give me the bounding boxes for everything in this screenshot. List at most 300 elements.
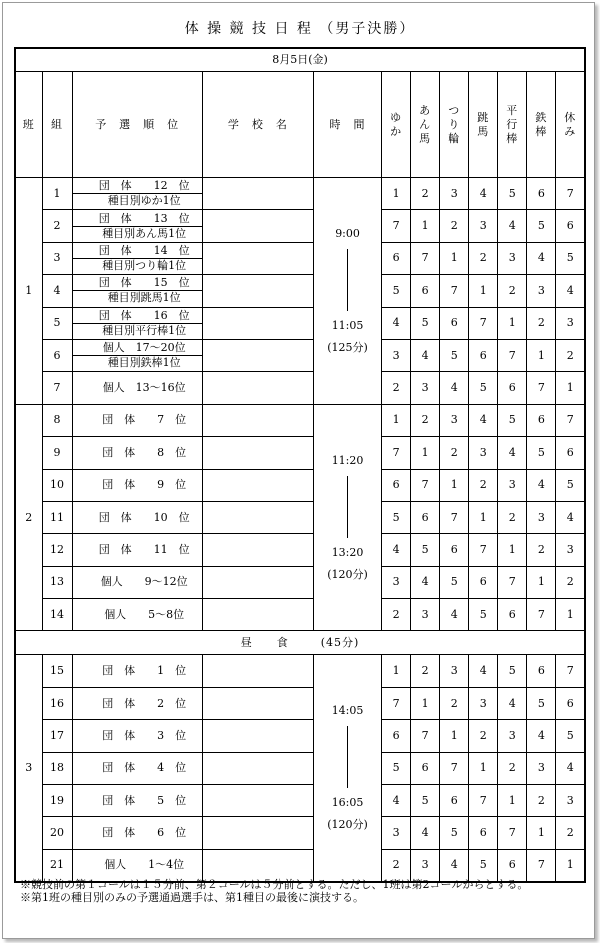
rotation-cell: 3 xyxy=(556,534,585,566)
rotation-cell: 1 xyxy=(556,599,585,631)
rotation-cell: 4 xyxy=(469,655,498,687)
header-event-char: 平 xyxy=(506,103,519,117)
kumi-cell: 1 xyxy=(42,178,72,210)
rotation-cell: 3 xyxy=(527,752,556,784)
yosen-line: 種目別跳馬1位 xyxy=(107,291,181,305)
yosen-line: 種目別鉄棒1位 xyxy=(107,356,181,370)
yosen-line: 団 体 7 位 xyxy=(102,413,187,427)
rotation-cell: 7 xyxy=(556,655,585,687)
rotation-cell: 4 xyxy=(498,437,527,469)
rotation-cell: 5 xyxy=(498,178,527,210)
yosen-cell xyxy=(72,534,202,566)
kumi-cell: 20 xyxy=(42,817,72,849)
school-cell xyxy=(202,469,313,501)
rotation-cell: 3 xyxy=(382,339,411,371)
rotation-cell: 3 xyxy=(469,210,498,242)
yosen-cell xyxy=(72,437,202,469)
header-school: 学 校 名 xyxy=(202,72,313,178)
yosen-line: 個人 17～20位 xyxy=(73,341,202,356)
rotation-cell: 1 xyxy=(469,501,498,533)
table-row xyxy=(15,501,585,533)
rotation-cell: 2 xyxy=(498,275,527,307)
yosen-line: 団 体 12 位 xyxy=(73,179,202,194)
table-row xyxy=(15,720,585,752)
school-cell xyxy=(202,655,313,687)
rotation-cell: 3 xyxy=(382,817,411,849)
header-event-char: つ xyxy=(448,103,461,117)
rotation-cell: 3 xyxy=(382,566,411,598)
rotation-cell: 5 xyxy=(382,752,411,784)
rotation-cell: 5 xyxy=(440,817,469,849)
yosen-line: 団 体 1 位 xyxy=(102,664,187,678)
yosen-line: 団 体 11 位 xyxy=(98,542,190,556)
rotation-cell: 1 xyxy=(527,339,556,371)
school-cell xyxy=(202,849,313,881)
kumi-cell: 14 xyxy=(42,599,72,631)
kumi-cell: 13 xyxy=(42,566,72,598)
header-event-char: 鉄 xyxy=(535,110,548,124)
rotation-cell: 5 xyxy=(556,242,585,274)
header-event-char: 馬 xyxy=(477,124,490,138)
rotation-cell: 7 xyxy=(498,817,527,849)
rotation-cell: 4 xyxy=(527,242,556,274)
yosen-cell xyxy=(72,566,202,598)
kumi-cell: 19 xyxy=(42,785,72,817)
yosen-line: 団 体 14 位 xyxy=(73,244,202,259)
table-row xyxy=(15,404,585,436)
rotation-cell: 1 xyxy=(556,849,585,881)
kumi-cell: 12 xyxy=(42,534,72,566)
rotation-cell: 5 xyxy=(382,275,411,307)
rotation-cell: 3 xyxy=(498,469,527,501)
table-row xyxy=(15,785,585,817)
rotation-cell: 4 xyxy=(411,566,440,598)
yosen-line: 団 体 16 位 xyxy=(73,309,202,324)
rotation-cell: 7 xyxy=(527,849,556,881)
table-row xyxy=(15,242,585,274)
rotation-cell: 4 xyxy=(440,372,469,404)
rotation-cell: 6 xyxy=(411,275,440,307)
kumi-cell: 5 xyxy=(42,307,72,339)
yosen-line: 団 体 9 位 xyxy=(102,478,187,492)
rotation-cell: 5 xyxy=(556,720,585,752)
rotation-cell: 7 xyxy=(498,339,527,371)
yosen-cell xyxy=(72,178,202,210)
yosen-line: 団 体 10 位 xyxy=(98,510,190,524)
kumi-cell: 10 xyxy=(42,469,72,501)
han-cell: 2 xyxy=(15,404,42,631)
yosen-cell xyxy=(72,469,202,501)
rotation-cell: 6 xyxy=(527,178,556,210)
rotation-cell: 1 xyxy=(382,178,411,210)
header-event-5 xyxy=(498,72,527,178)
header-event-char: 棒 xyxy=(506,131,519,145)
kumi-cell: 18 xyxy=(42,752,72,784)
rotation-cell: 4 xyxy=(556,501,585,533)
rotation-cell: 2 xyxy=(498,752,527,784)
rotation-cell: 4 xyxy=(382,534,411,566)
rotation-cell: 4 xyxy=(498,687,527,719)
rotation-cell: 2 xyxy=(556,339,585,371)
rotation-cell: 7 xyxy=(440,752,469,784)
yosen-cell xyxy=(72,720,202,752)
rotation-cell: 4 xyxy=(382,307,411,339)
rotation-cell: 5 xyxy=(411,785,440,817)
rotation-cell: 1 xyxy=(469,275,498,307)
page-title: 体 操 競 技 日 程 （男子決勝） xyxy=(184,21,416,37)
rotation-cell: 6 xyxy=(469,566,498,598)
yosen-line: 個人 5～8位 xyxy=(104,607,185,621)
school-cell xyxy=(202,178,313,210)
rotation-cell: 1 xyxy=(556,372,585,404)
yosen-line: 種目別あん馬1位 xyxy=(102,226,187,240)
lunch-row xyxy=(15,631,585,655)
time-start: 11:20 xyxy=(331,453,364,467)
rotation-cell: 1 xyxy=(411,687,440,719)
school-cell xyxy=(202,720,313,752)
rotation-cell: 1 xyxy=(527,817,556,849)
time-end: 11:05 xyxy=(331,318,364,332)
rotation-cell: 5 xyxy=(469,372,498,404)
rotation-cell: 6 xyxy=(382,469,411,501)
table-row xyxy=(15,655,585,687)
rotation-cell: 2 xyxy=(440,437,469,469)
header-event-char: 行 xyxy=(506,117,519,131)
rotation-cell: 5 xyxy=(469,599,498,631)
rotation-cell: 3 xyxy=(411,849,440,881)
kumi-cell: 16 xyxy=(42,687,72,719)
time-range-line xyxy=(347,476,348,538)
yosen-cell xyxy=(72,687,202,719)
rotation-cell: 5 xyxy=(440,339,469,371)
school-cell xyxy=(202,210,313,242)
header-event-1 xyxy=(382,72,411,178)
rotation-cell: 6 xyxy=(382,242,411,274)
rotation-cell: 2 xyxy=(382,372,411,404)
lunch-label: 昼 食 xyxy=(240,635,289,649)
time-cell xyxy=(313,655,381,882)
rotation-cell: 6 xyxy=(411,752,440,784)
header-event-char: か xyxy=(390,124,403,138)
time-range-line xyxy=(347,249,348,311)
rotation-cell: 1 xyxy=(440,469,469,501)
rotation-cell: 7 xyxy=(527,599,556,631)
rotation-cell: 3 xyxy=(411,599,440,631)
rotation-cell: 2 xyxy=(411,178,440,210)
rotation-cell: 3 xyxy=(556,785,585,817)
kumi-cell: 11 xyxy=(42,501,72,533)
school-cell xyxy=(202,307,313,339)
yosen-cell xyxy=(72,242,202,274)
school-cell xyxy=(202,566,313,598)
rotation-cell: 4 xyxy=(556,275,585,307)
rotation-cell: 3 xyxy=(498,242,527,274)
table-row xyxy=(15,687,585,719)
table-row xyxy=(15,566,585,598)
rotation-cell: 6 xyxy=(498,849,527,881)
rotation-cell: 3 xyxy=(440,655,469,687)
yosen-line: 団 体 8 位 xyxy=(102,445,187,459)
yosen-cell xyxy=(72,501,202,533)
rotation-cell: 2 xyxy=(556,817,585,849)
table-row xyxy=(15,599,585,631)
rotation-cell: 2 xyxy=(440,210,469,242)
yosen-cell xyxy=(72,817,202,849)
yosen-line: 種目別平行棒1位 xyxy=(102,323,187,337)
rotation-cell: 7 xyxy=(382,210,411,242)
table-row xyxy=(15,210,585,242)
rotation-cell: 4 xyxy=(411,339,440,371)
school-cell xyxy=(202,501,313,533)
header-event-2 xyxy=(411,72,440,178)
rotation-cell: 2 xyxy=(469,242,498,274)
table-row xyxy=(15,437,585,469)
rotation-cell: 7 xyxy=(556,178,585,210)
rotation-cell: 4 xyxy=(527,720,556,752)
header-event-char: ゆ xyxy=(390,110,403,124)
rotation-cell: 5 xyxy=(498,404,527,436)
rotation-cell: 3 xyxy=(527,501,556,533)
yosen-line: 個人 1～4位 xyxy=(104,858,185,872)
rotation-cell: 6 xyxy=(556,687,585,719)
rotation-cell: 7 xyxy=(469,534,498,566)
school-cell xyxy=(202,372,313,404)
rotation-cell: 1 xyxy=(411,437,440,469)
header-event-4 xyxy=(469,72,498,178)
header-event-char: み xyxy=(564,124,577,138)
header-event-char: ん xyxy=(419,117,432,131)
header-yosen: 予 選 順 位 xyxy=(72,72,202,178)
rotation-cell: 1 xyxy=(527,566,556,598)
yosen-cell xyxy=(72,752,202,784)
rotation-cell: 6 xyxy=(527,404,556,436)
rotation-cell: 7 xyxy=(498,566,527,598)
rotation-cell: 1 xyxy=(440,720,469,752)
rotation-cell: 4 xyxy=(440,599,469,631)
yosen-line: 団 体 5 位 xyxy=(102,793,187,807)
rotation-cell: 1 xyxy=(469,752,498,784)
time-cell xyxy=(313,404,381,631)
rotation-cell: 1 xyxy=(498,534,527,566)
yosen-cell xyxy=(72,404,202,436)
lunch-cell xyxy=(15,631,585,655)
rotation-cell: 4 xyxy=(556,752,585,784)
yosen-line: 個人 13～16位 xyxy=(102,381,186,395)
table-row xyxy=(15,534,585,566)
rotation-cell: 5 xyxy=(556,469,585,501)
rotation-cell: 7 xyxy=(411,720,440,752)
table-row xyxy=(15,372,585,404)
table-row xyxy=(15,817,585,849)
header-event-char: 跳 xyxy=(477,110,490,124)
rotation-cell: 2 xyxy=(556,566,585,598)
yosen-cell xyxy=(72,849,202,881)
header-event-7 xyxy=(556,72,585,178)
yosen-line: 種目別つり輪1位 xyxy=(102,258,187,272)
rotation-cell: 4 xyxy=(382,785,411,817)
kumi-cell: 21 xyxy=(42,849,72,881)
yosen-cell xyxy=(72,339,202,371)
kumi-cell: 3 xyxy=(42,242,72,274)
yosen-cell xyxy=(72,372,202,404)
time-duration: (125分) xyxy=(327,340,368,354)
footnote-2: ※第1班の種目別のみの予選通過選手は、第1種目の最後に演技する。 xyxy=(20,891,364,904)
kumi-cell: 17 xyxy=(42,720,72,752)
rotation-cell: 6 xyxy=(498,372,527,404)
kumi-cell: 9 xyxy=(42,437,72,469)
rotation-cell: 2 xyxy=(527,785,556,817)
time-range-line xyxy=(347,726,348,788)
rotation-cell: 6 xyxy=(469,817,498,849)
rotation-cell: 7 xyxy=(440,501,469,533)
yosen-line: 団 体 3 位 xyxy=(102,728,187,742)
header-time: 時 間 xyxy=(313,72,381,178)
school-cell xyxy=(202,599,313,631)
table-row xyxy=(15,339,585,371)
table-row xyxy=(15,178,585,210)
yosen-line: 種目別ゆか1位 xyxy=(107,194,181,208)
time-duration: (120分) xyxy=(327,818,368,832)
rotation-cell: 3 xyxy=(411,372,440,404)
rotation-cell: 7 xyxy=(469,307,498,339)
rotation-cell: 2 xyxy=(469,469,498,501)
header-event-3 xyxy=(440,72,469,178)
rotation-cell: 4 xyxy=(469,404,498,436)
header-event-char: あ xyxy=(419,103,432,117)
yosen-line: 団 体 15 位 xyxy=(73,276,202,291)
yosen-line: 個人 9～12位 xyxy=(100,575,188,589)
yosen-cell xyxy=(72,599,202,631)
rotation-cell: 6 xyxy=(411,501,440,533)
rotation-cell: 6 xyxy=(527,655,556,687)
rotation-cell: 6 xyxy=(440,307,469,339)
footnote-1: ※競技前の第１コールは１５分前、第２コールは５分前とする。ただし、1班は第2コールからとする。 xyxy=(20,878,529,891)
rotation-cell: 4 xyxy=(440,849,469,881)
rotation-cell: 6 xyxy=(382,720,411,752)
rotation-cell: 3 xyxy=(469,687,498,719)
school-cell xyxy=(202,534,313,566)
schedule-table xyxy=(14,47,586,883)
rotation-cell: 3 xyxy=(498,720,527,752)
header-event-char: 棒 xyxy=(535,124,548,138)
rotation-cell: 3 xyxy=(527,275,556,307)
rotation-cell: 3 xyxy=(556,307,585,339)
rotation-cell: 4 xyxy=(498,210,527,242)
rotation-cell: 6 xyxy=(556,437,585,469)
rotation-cell: 4 xyxy=(411,817,440,849)
rotation-cell: 1 xyxy=(411,210,440,242)
header-event-char: り xyxy=(448,117,461,131)
school-cell xyxy=(202,275,313,307)
rotation-cell: 7 xyxy=(556,404,585,436)
rotation-cell: 7 xyxy=(440,275,469,307)
school-cell xyxy=(202,242,313,274)
table-row xyxy=(15,307,585,339)
rotation-cell: 1 xyxy=(382,655,411,687)
footnotes xyxy=(20,878,580,904)
rotation-cell: 5 xyxy=(469,849,498,881)
rotation-cell: 5 xyxy=(498,655,527,687)
kumi-cell: 4 xyxy=(42,275,72,307)
table-row xyxy=(15,752,585,784)
yosen-cell xyxy=(72,275,202,307)
rotation-cell: 6 xyxy=(469,339,498,371)
rotation-cell: 7 xyxy=(469,785,498,817)
kumi-cell: 6 xyxy=(42,339,72,371)
yosen-cell xyxy=(72,655,202,687)
rotation-cell: 2 xyxy=(440,687,469,719)
time-start: 14:05 xyxy=(331,704,364,718)
table-row xyxy=(15,275,585,307)
han-cell: 3 xyxy=(15,655,42,882)
rotation-cell: 4 xyxy=(527,469,556,501)
header-kumi: 組 xyxy=(42,72,72,178)
rotation-cell: 5 xyxy=(411,307,440,339)
school-cell xyxy=(202,339,313,371)
rotation-cell: 3 xyxy=(440,404,469,436)
rotation-cell: 7 xyxy=(411,242,440,274)
kumi-cell: 8 xyxy=(42,404,72,436)
rotation-cell: 5 xyxy=(527,687,556,719)
rotation-cell: 2 xyxy=(527,307,556,339)
rotation-cell: 2 xyxy=(469,720,498,752)
rotation-cell: 3 xyxy=(440,178,469,210)
rotation-cell: 5 xyxy=(411,534,440,566)
kumi-cell: 15 xyxy=(42,655,72,687)
rotation-cell: 2 xyxy=(411,655,440,687)
rotation-cell: 4 xyxy=(469,178,498,210)
rotation-cell: 7 xyxy=(527,372,556,404)
rotation-cell: 6 xyxy=(498,599,527,631)
header-event-6 xyxy=(527,72,556,178)
rotation-cell: 2 xyxy=(498,501,527,533)
yosen-cell xyxy=(72,210,202,242)
rotation-cell: 2 xyxy=(382,599,411,631)
school-cell xyxy=(202,404,313,436)
rotation-cell: 2 xyxy=(382,849,411,881)
rotation-cell: 7 xyxy=(382,437,411,469)
header-event-char: 輪 xyxy=(448,131,461,145)
rotation-cell: 2 xyxy=(527,534,556,566)
kumi-cell: 2 xyxy=(42,210,72,242)
school-cell xyxy=(202,785,313,817)
rotation-cell: 6 xyxy=(556,210,585,242)
rotation-cell: 3 xyxy=(469,437,498,469)
date-cell: 8月5日(金) xyxy=(15,48,585,72)
rotation-cell: 1 xyxy=(382,404,411,436)
rotation-cell: 7 xyxy=(382,687,411,719)
rotation-cell: 6 xyxy=(440,785,469,817)
rotation-cell: 7 xyxy=(411,469,440,501)
yosen-line: 団 体 2 位 xyxy=(102,696,187,710)
time-start: 9:00 xyxy=(335,226,360,240)
header-han: 班 xyxy=(15,72,42,178)
yosen-line: 団 体 6 位 xyxy=(102,826,187,840)
rotation-cell: 5 xyxy=(527,437,556,469)
time-end: 13:20 xyxy=(331,545,364,559)
kumi-cell: 7 xyxy=(42,372,72,404)
rotation-cell: 5 xyxy=(440,566,469,598)
rotation-cell: 6 xyxy=(440,534,469,566)
header-event-char: 馬 xyxy=(419,131,432,145)
rotation-cell: 1 xyxy=(498,785,527,817)
yosen-line: 団 体 13 位 xyxy=(73,212,202,227)
lunch-duration: (45分) xyxy=(320,635,360,649)
time-cell xyxy=(313,178,381,405)
han-cell: 1 xyxy=(15,178,42,405)
yosen-cell xyxy=(72,307,202,339)
rotation-cell: 1 xyxy=(498,307,527,339)
